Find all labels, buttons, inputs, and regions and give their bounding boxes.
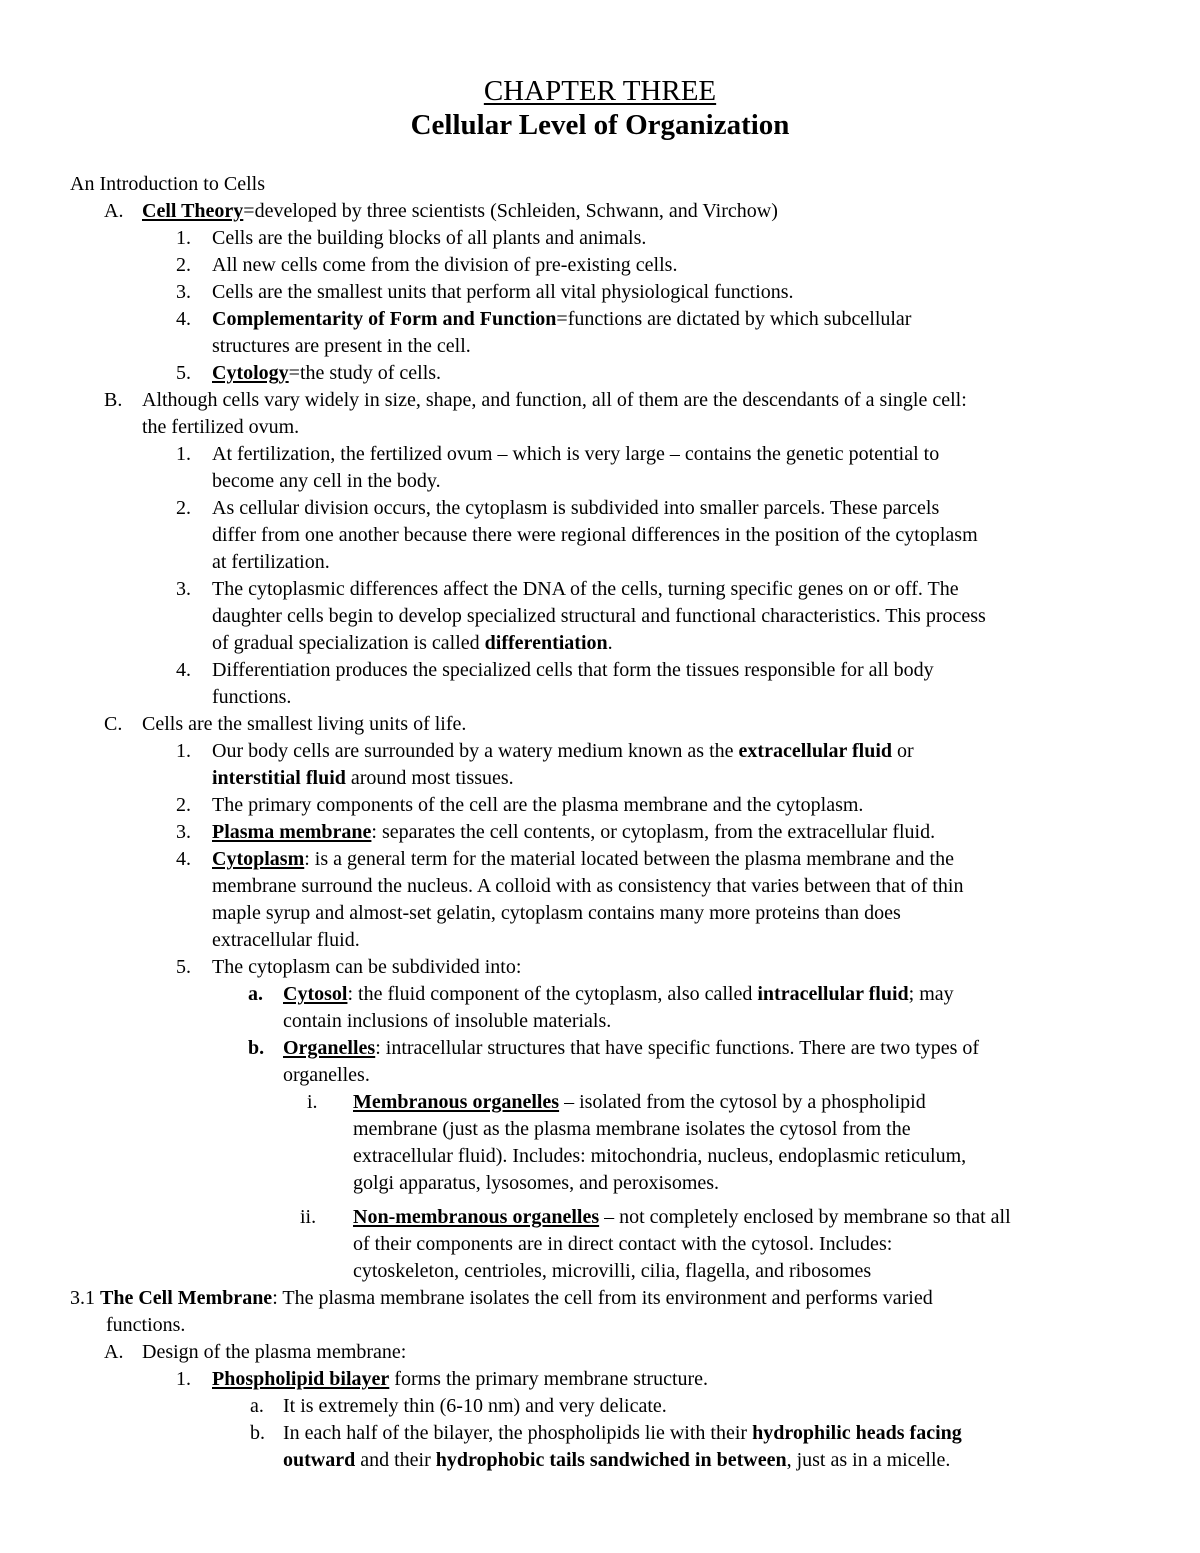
sub-list-marker: a. <box>248 983 263 1005</box>
outline-marker: C. <box>104 713 123 735</box>
outline-text: the fertilized ovum. <box>142 416 300 438</box>
list-text: membrane surround the nucleus. A colloid with as consistency that varies between that of thin <box>212 875 964 897</box>
roman-text: cytoskeleton, centrioles, microvilli, cilia, flagella, and ribosomes <box>353 1260 872 1282</box>
list-text: structures are present in the cell. <box>212 335 471 357</box>
term-interstitial-fluid: interstitial fluid <box>212 767 346 789</box>
list-marker: 1. <box>176 443 191 465</box>
term-intracellular-fluid: intracellular fluid <box>757 983 909 1005</box>
outline-marker: A. <box>104 200 124 222</box>
roman-text: of their components are in direct contact with the cytosol. Includes: <box>353 1233 893 1255</box>
term-cytology: Cytology <box>212 362 289 384</box>
term-cytosol: Cytosol <box>283 983 348 1005</box>
term-non-membranous-organelles: Non-membranous organelles <box>353 1206 600 1228</box>
outline-text: Design of the plasma membrane: <box>142 1341 407 1363</box>
outline-text: Although cells vary widely in size, shape, and function, all of them are the descendants of a single cell: <box>142 389 967 411</box>
term-plasma-membrane: Plasma membrane <box>212 821 372 843</box>
chapter-title: CHAPTER THREE <box>483 75 717 107</box>
sub-list-text: It is extremely thin (6-10 nm) and very delicate. <box>283 1395 667 1417</box>
list-text: As cellular division occurs, the cytoplasm is subdivided into smaller parcels. These parcels <box>212 497 940 519</box>
roman-text: extracellular fluid). Includes: mitochondria, nucleus, endoplasmic reticulum, <box>353 1145 967 1167</box>
sub-list-marker: a. <box>250 1395 264 1417</box>
sub-list-marker: b. <box>250 1422 265 1444</box>
list-text: Plasma membrane: separates the cell contents, or cytoplasm, from the extracellular fluid. <box>212 821 936 843</box>
list-text: daughter cells begin to develop specialized structural and functional characteristics. This process <box>212 605 986 627</box>
roman-marker: i. <box>307 1091 318 1113</box>
list-marker: 2. <box>176 497 191 519</box>
outline-marker: A. <box>104 1341 124 1363</box>
list-marker: 4. <box>176 308 191 330</box>
term-differentiation: differentiation <box>484 632 608 654</box>
list-text: The primary components of the cell are the plasma membrane and the cytoplasm. <box>212 794 864 816</box>
list-marker: 3. <box>176 281 191 303</box>
list-text: Complementarity of Form and Function=functions are dictated by which subcellular <box>212 308 912 330</box>
sub-list-text: In each half of the bilayer, the phospholipids lie with their hydrophilic heads facing <box>283 1422 962 1444</box>
list-marker: 1. <box>176 1368 191 1390</box>
sub-list-text: organelles. <box>283 1064 370 1086</box>
list-text: Phospholipid bilayer forms the primary membrane structure. <box>212 1368 709 1390</box>
list-text: of gradual specialization is called differentiation. <box>212 632 613 654</box>
list-text: extracellular fluid. <box>212 929 360 951</box>
list-text: become any cell in the body. <box>212 470 441 492</box>
list-marker: 1. <box>176 740 191 762</box>
term-hydrophilic-heads: hydrophilic heads facing <box>752 1422 962 1444</box>
section-text: functions. <box>106 1314 186 1336</box>
term-cell-theory: Cell Theory <box>142 200 244 222</box>
term-complementarity: Complementarity of Form and Function <box>212 308 557 330</box>
list-text: Differentiation produces the specialized cells that form the tissues responsible for all body <box>212 659 934 681</box>
list-text: Cytology=the study of cells. <box>212 362 442 384</box>
term-phospholipid-bilayer: Phospholipid bilayer <box>212 1368 390 1390</box>
list-text: The cytoplasm can be subdivided into: <box>212 956 522 978</box>
list-text: Cells are the building blocks of all plants and animals. <box>212 227 647 249</box>
list-marker: 4. <box>176 659 191 681</box>
sub-list-text: Cytosol: the fluid component of the cytoplasm, also called intracellular fluid; may <box>283 983 954 1005</box>
outline-text: Cells are the smallest living units of life. <box>142 713 467 735</box>
list-marker: 3. <box>176 578 191 600</box>
outline-marker: B. <box>104 389 123 411</box>
list-marker: 2. <box>176 254 191 276</box>
roman-text: Membranous organelles – isolated from the cytosol by a phospholipid <box>353 1091 926 1113</box>
list-text: Our body cells are surrounded by a watery medium known as the extracellular fluid or <box>212 740 914 762</box>
list-text: interstitial fluid around most tissues. <box>212 767 514 789</box>
term-cytoplasm: Cytoplasm <box>212 848 305 870</box>
sub-list-text: contain inclusions of insoluble materials. <box>283 1010 612 1032</box>
roman-text: membrane (just as the plasma membrane isolates the cytosol from the <box>353 1118 911 1140</box>
section-text: 3.1 The Cell Membrane: The plasma membrane isolates the cell from its environment and performs varied <box>70 1287 933 1309</box>
list-marker: 5. <box>176 956 191 978</box>
list-text: All new cells come from the division of pre-existing cells. <box>212 254 678 276</box>
list-text: The cytoplasmic differences affect the DNA of the cells, turning specific genes on or off. The <box>212 578 959 600</box>
list-marker: 2. <box>176 794 191 816</box>
list-marker: 4. <box>176 848 191 870</box>
list-text: Cells are the smallest units that perform all vital physiological functions. <box>212 281 794 303</box>
sub-list-text: Organelles: intracellular structures that have specific functions. There are two types of <box>283 1037 980 1059</box>
list-text: maple syrup and almost-set gelatin, cytoplasm contains many more proteins than does <box>212 902 901 924</box>
outline-text: Cell Theory=developed by three scientists (Schleiden, Schwann, and Virchow) <box>142 200 778 222</box>
list-marker: 1. <box>176 227 191 249</box>
roman-marker: ii. <box>300 1206 317 1228</box>
sub-list-marker: b. <box>248 1037 265 1059</box>
term-extracellular-fluid: extracellular fluid <box>738 740 893 762</box>
term-organelles: Organelles <box>283 1037 376 1059</box>
roman-text: Non-membranous organelles – not completely enclosed by membrane so that all <box>353 1206 1011 1228</box>
list-text: At fertilization, the fertilized ovum – which is very large – contains the genetic potential to <box>212 443 940 465</box>
term-cell-membrane: The Cell Membrane <box>100 1287 273 1309</box>
list-marker: 3. <box>176 821 191 843</box>
term-membranous-organelles: Membranous organelles <box>353 1091 560 1113</box>
sub-list-text: outward and their hydrophobic tails sandwiched in between, just as in a micelle. <box>283 1449 951 1471</box>
list-text: differ from one another because there were regional differences in the position of the cytoplasm <box>212 524 978 546</box>
term-hydrophobic-tails: hydrophobic tails sandwiched in between <box>435 1449 787 1471</box>
list-text: functions. <box>212 686 292 708</box>
list-marker: 5. <box>176 362 191 384</box>
roman-text: golgi apparatus, lysosomes, and peroxisomes. <box>353 1172 720 1194</box>
chapter-subtitle: Cellular Level of Organization <box>410 109 790 141</box>
list-text: at fertilization. <box>212 551 330 573</box>
list-text: Cytoplasm: is a general term for the material located between the plasma membrane and the <box>212 848 954 870</box>
intro-heading: An Introduction to Cells <box>70 173 265 195</box>
